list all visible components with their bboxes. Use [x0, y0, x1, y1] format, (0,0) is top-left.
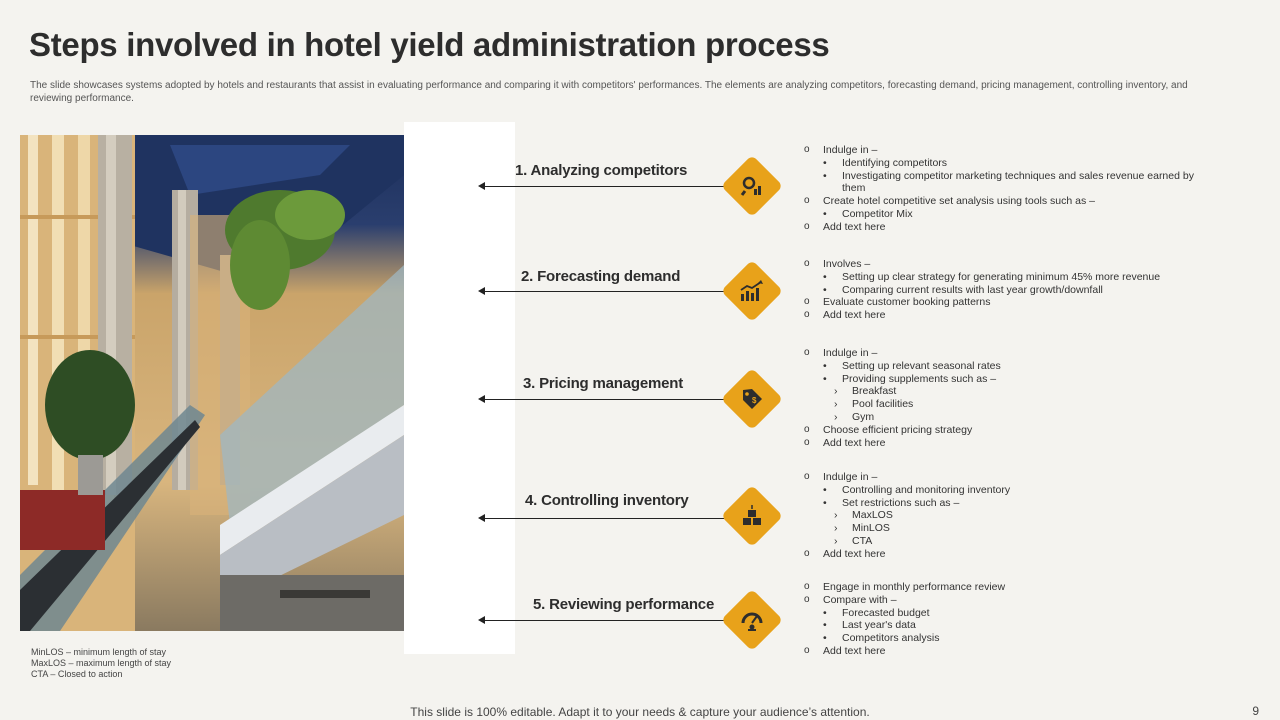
step-2-description — [804, 258, 1224, 322]
list-item — [804, 645, 1224, 658]
arrow-line — [484, 620, 724, 621]
list-item-text: Setting up relevant seasonal rates — [842, 359, 1001, 372]
editable-note: This slide is 100% editable. Adapt it to your needs & capture your audience’s attention. — [410, 705, 870, 719]
slide-title: Steps involved in hotel yield administration process — [29, 26, 830, 63]
list-item — [804, 424, 1224, 437]
slide-subtitle: The slide showcases systems adopted by hotels and restaurants that assist in evaluating performance and comparing it with competitors' performances. The elements are analyzing competitors, forecasting demand, pricing management, controlling inventory, and reviewing performance. — [30, 80, 1188, 104]
arrow-line — [484, 518, 724, 519]
step-3-description — [804, 347, 1224, 449]
list-item — [804, 581, 1224, 594]
list-item — [804, 170, 1204, 196]
arrow-line — [484, 399, 724, 400]
list-item — [804, 195, 1204, 208]
bullet: • — [823, 632, 827, 645]
competitor-analysis-icon — [722, 156, 782, 216]
list-item-text: Last year's data — [842, 619, 916, 632]
list-item-text: MinLOS — [852, 522, 890, 535]
list-item-text: Forecasted budget — [842, 606, 930, 619]
list-item-text: Comparing current results with last year growth/downfall — [842, 283, 1103, 296]
list-item-text: Add text here — [823, 644, 886, 657]
list-item — [804, 522, 1224, 535]
list-item — [804, 619, 1224, 632]
bullet: o — [804, 436, 810, 448]
list-item — [804, 437, 1224, 450]
list-item — [804, 208, 1204, 221]
list-item-text: Create hotel competitive set analysis using tools such as – — [823, 195, 1095, 208]
step-2-label: 2. Forecasting demand — [521, 268, 681, 285]
bullet: › — [834, 509, 838, 522]
list-item — [804, 157, 1204, 170]
bullet: o — [804, 581, 810, 592]
step-5-label: 5. Reviewing performance — [533, 596, 715, 613]
list-item-text: Add text here — [823, 309, 886, 322]
list-item-text: Setting up clear strategy for generating minimum 45% more revenue — [842, 270, 1161, 283]
list-item-text: Providing supplements such as – — [842, 372, 997, 385]
list-item — [804, 385, 1224, 398]
page-number: 9 — [1252, 704, 1259, 718]
step-3-label: 3. Pricing management — [523, 375, 684, 392]
list-item-text: Add text here — [823, 220, 886, 233]
bullet: o — [804, 309, 810, 321]
bullet: o — [804, 258, 810, 269]
bullet: • — [823, 483, 827, 496]
bullet: • — [823, 156, 827, 169]
bullet: • — [823, 283, 827, 296]
bullet: o — [804, 296, 810, 308]
list-item-text: Add text here — [823, 436, 886, 449]
bullet: • — [823, 606, 827, 619]
list-item — [804, 497, 1224, 510]
bullet: • — [823, 270, 827, 283]
footnote: MinLOS – minimum length of stay — [31, 647, 167, 657]
svg-text:$: $ — [752, 396, 757, 405]
list-item — [804, 471, 1224, 484]
bullet: o — [804, 423, 810, 435]
list-item — [804, 411, 1224, 424]
list-item — [804, 632, 1224, 645]
list-item-text: Gym — [852, 410, 875, 423]
step-1-description — [804, 144, 1204, 234]
bullet: • — [823, 619, 827, 632]
hotel-interior-photo — [20, 135, 404, 631]
footnote: CTA – Closed to action — [31, 669, 123, 679]
list-item-text: Indulge in – — [823, 347, 878, 359]
bullet: • — [823, 207, 827, 220]
performance-gauge-icon — [722, 590, 782, 650]
bullet: • — [823, 496, 827, 509]
price-tag-icon — [722, 369, 782, 429]
list-item-text: Controlling and monitoring inventory — [842, 483, 1011, 496]
step-4-description — [804, 471, 1224, 561]
list-item-text: Investigating competitor marketing techniques and sales revenue earned by them — [842, 169, 1194, 195]
inventory-boxes-icon — [722, 486, 782, 546]
bullet: o — [804, 471, 810, 482]
list-item — [804, 347, 1224, 360]
list-item-text: Engage in monthly performance review — [823, 581, 1006, 593]
bullet: o — [804, 347, 810, 358]
list-item-text: Add text here — [823, 547, 886, 560]
bullet: • — [823, 372, 827, 385]
list-item — [804, 373, 1224, 386]
bullet: o — [804, 593, 810, 605]
step-5-description — [804, 581, 1224, 658]
bullet: › — [834, 522, 838, 535]
step-4-label: 4. Controlling inventory — [525, 492, 689, 509]
bullet: o — [804, 547, 810, 559]
bullet: o — [804, 144, 810, 155]
list-item-text: Identifying competitors — [842, 156, 948, 169]
list-item — [804, 258, 1224, 271]
footnotes — [31, 647, 171, 680]
growth-chart-icon — [722, 261, 782, 321]
arrow-line — [484, 186, 724, 187]
bullet: › — [834, 410, 838, 423]
list-item — [804, 144, 1204, 157]
list-item-text: Compare with – — [823, 593, 897, 606]
list-item — [804, 284, 1224, 297]
bullet: › — [834, 385, 838, 398]
list-item-text: Choose efficient pricing strategy — [823, 423, 973, 436]
list-item — [804, 594, 1224, 607]
list-item-text: MaxLOS — [852, 509, 893, 522]
list-item-text: Indulge in – — [823, 144, 878, 156]
bullet: • — [823, 169, 827, 182]
list-item-text: Competitors analysis — [842, 632, 940, 645]
footnote: MaxLOS – maximum length of stay — [31, 658, 172, 668]
list-item — [804, 548, 1224, 561]
list-item — [804, 309, 1224, 322]
bullet: o — [804, 220, 810, 232]
bullet: › — [834, 534, 838, 547]
list-item-text: Breakfast — [852, 385, 897, 398]
list-item-text: Competitor Mix — [842, 207, 913, 220]
list-item — [804, 535, 1224, 548]
list-item — [804, 296, 1224, 309]
list-item — [804, 221, 1204, 234]
list-item-text: CTA — [852, 534, 873, 547]
list-item — [804, 360, 1224, 373]
list-item-text: Set restrictions such as – — [842, 496, 960, 509]
bullet: o — [804, 195, 810, 207]
list-item — [804, 271, 1224, 284]
bullet: • — [823, 359, 827, 372]
list-item-text: Evaluate customer booking patterns — [823, 296, 991, 309]
list-item — [804, 607, 1224, 620]
list-item-text: Indulge in – — [823, 471, 878, 483]
white-panel — [404, 122, 515, 654]
bullet: › — [834, 398, 838, 411]
list-item-text: Pool facilities — [852, 398, 914, 411]
list-item — [804, 398, 1224, 411]
list-item — [804, 509, 1224, 522]
step-1-label: 1. Analyzing competitors — [515, 162, 688, 179]
bullet: o — [804, 644, 810, 656]
list-item-text: Involves – — [823, 258, 871, 270]
arrow-line — [484, 291, 724, 292]
list-item — [804, 484, 1224, 497]
